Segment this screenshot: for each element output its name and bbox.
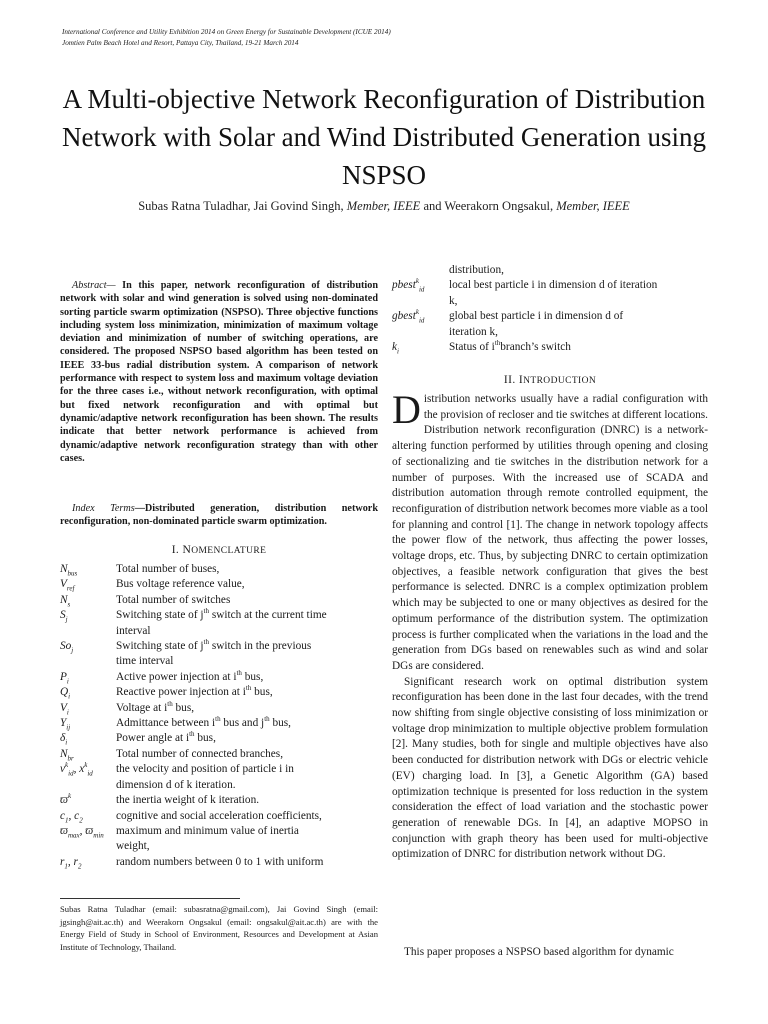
symbol-subscript: id: [418, 316, 425, 325]
footnote-divider: [60, 898, 240, 899]
nomenclature-symbol: [60, 701, 116, 716]
symbol-subscript: id: [87, 769, 93, 778]
paper-title: A Multi-objective Network Reconfiguration of Distribution Network with Solar and Wind Distributed Generation using NSPSO: [61, 84, 707, 190]
index-terms-text: —Distributed generation, distribution network reconfiguration, non-dominated particle swarm optimization.: [60, 503, 378, 528]
paragraph: [392, 387, 708, 675]
nomenclature-definition: [116, 809, 378, 824]
symbol-base: , r: [67, 855, 78, 868]
definition-superscript: th: [203, 638, 209, 647]
symbol-superscript: k: [84, 761, 88, 770]
nomenclature-heading: [60, 544, 378, 556]
definition-text: Bus voltage reference value,: [116, 578, 245, 591]
nomenclature-symbol: [60, 639, 116, 654]
nomenclature-symbol: [60, 593, 116, 608]
symbol-subscript: br: [67, 754, 74, 763]
nomenclature-continuation: dimension d of k iteration.: [116, 778, 236, 791]
definition-text: Switching state of j: [116, 640, 204, 653]
nomenclature-row: [60, 824, 378, 839]
nomenclature-row: [60, 809, 378, 824]
symbol-subscript: s: [67, 600, 71, 609]
conference-line-2: Jomtien Palm Beach Hotel and Resort, Pattaya City, Thailand, 19-21 March 2014: [62, 39, 299, 47]
symbol-base: c: [60, 809, 66, 822]
symbol-base: Q: [60, 686, 69, 699]
definition-text: bus,: [269, 717, 291, 730]
symbol-subscript: i: [66, 707, 69, 716]
nomenclature-symbol: [60, 824, 116, 839]
definition-superscript: th: [264, 715, 270, 724]
nomenclature-definition: [116, 855, 378, 870]
nomenclature-symbol: [60, 577, 116, 592]
definition-superscript: th: [494, 339, 501, 348]
nomenclature-symbol: [60, 809, 116, 824]
symbol-subscript: i: [68, 692, 71, 701]
author-footnote: Subas Ratna Tuladhar (email: subasratna@gmail.com), Jai Govind Singh (email: jgsingh@ait.ac.th) and Weerakorn Ongsakul (email: ongsakul@ait.ac.th) are with the Energy Field of Study in School of Environment, Resources and Development at Asian Institute of Technology, Thailand.: [60, 904, 378, 952]
nomenclature-definition: [116, 747, 378, 762]
nomenclature-row: [60, 593, 378, 608]
nomenclature-continuation: k,: [449, 294, 458, 307]
nomenclature-definition: [116, 577, 378, 592]
definition-text: switch in the previous: [209, 640, 312, 653]
nomenclature-row: [60, 577, 378, 592]
nomenclature-definition: [449, 309, 708, 324]
symbol-subscript: i: [66, 677, 69, 686]
definition-text: Status of i: [449, 341, 495, 354]
section-number: I.: [171, 544, 183, 556]
symbol-base: ϖ: [60, 794, 68, 807]
symbol-superscript: k: [415, 308, 419, 317]
nomenclature-row: [60, 716, 378, 731]
symbol-base: v: [60, 763, 66, 776]
definition-text: bus,: [251, 686, 273, 699]
symbol-base: δ: [60, 732, 66, 745]
nomenclature-row: [60, 670, 378, 685]
nomenclature-definition: [116, 562, 378, 577]
nomenclature-symbol: [60, 716, 116, 731]
nomenclature-row: [60, 747, 378, 762]
definition-superscript: th: [245, 684, 252, 693]
section-rest: OMENCLATURE: [191, 546, 267, 556]
nomenclature-symbol: [60, 608, 116, 623]
symbol-subscript: bus: [67, 569, 78, 578]
nomenclature-definition: [449, 340, 708, 355]
definition-text: branch’s switch: [500, 341, 571, 354]
nomenclature-row: [60, 731, 378, 746]
symbol-subscript: 2: [77, 861, 82, 870]
symbol-base: pbest: [392, 279, 416, 292]
conference-header: [62, 26, 722, 50]
introduction-heading: [392, 374, 708, 386]
symbol-subscript: 1: [64, 861, 68, 870]
nomenclature-list-continued: [392, 263, 708, 355]
nomenclature-symbol: [60, 855, 116, 870]
nomenclature-symbol: [392, 309, 449, 324]
definition-text: the velocity and position of particle i in: [116, 763, 294, 776]
symbol-base: N: [60, 747, 68, 760]
symbol-base: V: [60, 701, 67, 714]
nomenclature-definition: [116, 608, 378, 623]
conference-line-1: International Conference and Utility Exhibition 2014 on Green Energy for Sustainable Development (ICUE 2014): [62, 28, 391, 36]
abstract-text: In this paper, network reconfiguration of distribution network with solar and wind generation is solved using non-dominated sorting particle swarm optimization (NSPSO). Three objective functions including system loss minimization, minimization of maximum voltage deviation and minimization of number of switching operations, are considered. The proposed NSPSO based algorithm has been tested on IEEE 33-bus radial distribution system. A comparison of network performance with respect to system loss and maximum voltage deviation for the three cases i.e., without network reconfiguration, with optimal but fixed network reconfiguration and with optimal but dynamic/adaptive network reconfiguration has been shown. The results indicate that better network performance is achieved from dynamic/adaptive network reconfiguration strategy than with other cases.: [60, 280, 378, 464]
abstract: [60, 279, 378, 465]
drop-cap: D: [392, 387, 421, 432]
definition-text: switch at the current time: [209, 609, 327, 622]
symbol-subscript: j: [65, 615, 68, 624]
symbol-subscript: 1: [65, 815, 69, 824]
nomenclature-row: [60, 685, 378, 700]
symbol-base: S: [60, 609, 66, 622]
symbol-subscript: max: [67, 831, 80, 840]
symbol-base: N: [60, 563, 68, 575]
nomenclature-definition: [449, 278, 708, 293]
definition-text: bus,: [172, 701, 195, 714]
nomenclature-definition: [116, 824, 378, 839]
symbol-subscript: 2: [79, 815, 83, 824]
definition-text: bus and j: [220, 717, 265, 730]
definition-superscript: th: [189, 730, 195, 739]
nomenclature-symbol: [60, 670, 116, 685]
definition-text: Total number of buses,: [116, 563, 220, 575]
nomenclature-symbol: [60, 685, 116, 700]
definition-text: maximum and minimum value of inertia: [116, 824, 299, 837]
nomenclature-definition: [116, 762, 378, 777]
definition-text: Power angle at i: [116, 732, 190, 745]
membership-2: Member, IEEE: [556, 199, 630, 213]
symbol-base: P: [60, 670, 67, 683]
definition-text: Switching state of j: [116, 609, 204, 622]
definition-text: Total number of connected branches,: [116, 747, 284, 760]
nomenclature-row: [60, 855, 378, 870]
nomenclature-row: [60, 608, 378, 623]
definition-superscript: th: [236, 669, 242, 678]
definition-text: cognitive and social acceleration coefficients,: [116, 809, 322, 822]
nomenclature-definition: [116, 716, 378, 731]
nomenclature-symbol: [392, 278, 449, 293]
symbol-base: r: [60, 855, 65, 868]
symbol-subscript: j: [71, 646, 74, 655]
symbol-base: So: [60, 640, 72, 653]
nomenclature-continuation: distribution,: [449, 264, 504, 276]
definition-text: Reactive power injection at i: [116, 686, 246, 699]
definition-superscript: th: [167, 699, 173, 708]
definition-text: local best particle i in dimension d of iteration: [449, 279, 658, 292]
definition-text: bus,: [194, 732, 216, 745]
nomenclature-row: [60, 701, 378, 716]
nomenclature-row: [60, 562, 378, 577]
symbol-base: , c: [68, 809, 80, 822]
nomenclature-definition: [116, 701, 378, 716]
paragraph: This paper proposes a NSPSO based algorithm for dynamic: [404, 946, 674, 958]
section-number: II.: [503, 374, 519, 386]
nomenclature-row: [392, 309, 708, 324]
nomenclature-definition: [116, 593, 378, 608]
symbol-subscript: id: [418, 285, 425, 294]
definition-text: Admittance between i: [116, 717, 216, 730]
symbol-subscript: ref: [66, 584, 75, 593]
nomenclature-continuation: time interval: [116, 655, 174, 668]
symbol-base: , x: [73, 763, 85, 776]
nomenclature-symbol: [60, 731, 116, 746]
symbol-base: k: [392, 341, 398, 354]
nomenclature-row: [392, 340, 708, 355]
index-terms-lead: Index Terms: [72, 503, 135, 514]
nomenclature-row: [60, 639, 378, 654]
definition-superscript: th: [215, 715, 221, 724]
nomenclature-definition: [116, 685, 378, 700]
section-initial: I: [518, 374, 524, 386]
definition-text: Voltage at i: [116, 701, 168, 714]
author-line: [40, 199, 728, 214]
nomenclature-row: [60, 793, 378, 808]
nomenclature-continuation: weight,: [116, 840, 150, 853]
nomenclature-symbol: [60, 793, 116, 808]
definition-text: bus,: [241, 670, 264, 683]
symbol-subscript: id: [68, 769, 74, 778]
section-initial: N: [182, 544, 192, 556]
nomenclature-definition: [116, 731, 378, 746]
abstract-lead: Abstract—: [72, 280, 116, 291]
symbol-superscript: k: [415, 277, 419, 286]
symbol-base: N: [60, 593, 68, 606]
symbol-superscript: k: [65, 761, 69, 770]
nomenclature-symbol: [60, 747, 116, 762]
symbol-subscript: min: [93, 831, 104, 840]
nomenclature-list: [60, 562, 378, 870]
definition-text: global best particle i in dimension d of: [449, 310, 624, 323]
introduction-body: [392, 387, 708, 863]
nomenclature-symbol: [60, 762, 116, 777]
symbol-subscript: ij: [66, 723, 71, 732]
definition-superscript: th: [203, 607, 209, 616]
nomenclature-continuation: interval: [116, 624, 151, 637]
symbol-subscript: i: [397, 347, 399, 356]
nomenclature-row: [392, 278, 708, 293]
nomenclature-symbol: [392, 340, 449, 355]
paragraph: Significant research work on optimal distribution system reconfiguration has been done in the last four decades, with the trend now shifting from single objective consisting of loss minimization or voltage drop minimization to multiple objective problem formulation [2]. Many studies, both for single and multiple objectives have also been conducted for distribution network with DGs or electric vehicle (EV) charging load. In [3], a Genetic Algorithm (GA) based optimization technique is presented for loss reduction in the system consideration the effect of load variation and the stochastic power generation of renewable DGs. In [4], an adaptive MOPSO in conjunction with graph theory has been used for multi-objective optimization of DNRC for distribution network without DG.: [392, 675, 708, 861]
definition-text: Active power injection at i: [116, 670, 237, 683]
definition-text: Total number of switches: [116, 593, 231, 606]
symbol-base: Y: [60, 717, 67, 730]
definition-text: random numbers between 0 to 1 with uniform: [116, 855, 324, 868]
paragraph-text: istribution networks usually have a radial configuration with the provision of recloser and tie switches at different locations. Distribution network reconfiguration (DNRC) is a network-altering function performed by utilities through opening and closing of sectionalizing and tie switches in the distribution network for a number of purposes. With the increased use of SCADA and distribution automation through remote controlled equipment, the reconfiguration of distribution network becomes more viable as a tool for planning and control [1]. The change in network topology affects the power flow of the network, thus affecting the power losses, voltage drops, etc. Thus, by subjecting DNRC to certain optimization objectives, a feasible network configuration that gives the best performance is selected. DNRC is a complex optimization problem which may be subjected to one or many objectives as desired for the optimum performance of the distribution system. The optimization process is further complicated when the variations in the load and the generation from DGs based on renewables such as wind and solar DGs are considered.: [392, 393, 708, 672]
index-terms: [60, 502, 378, 529]
nomenclature-definition: [116, 670, 378, 685]
nomenclature-definition: [116, 639, 378, 654]
section-rest: NTRODUCTION: [523, 376, 597, 386]
symbol-base: V: [60, 578, 67, 591]
nomenclature-continuation: iteration k,: [449, 325, 498, 338]
authors-part-2: and Weerakorn Ongsakul,: [420, 199, 557, 213]
nomenclature-definition: [116, 793, 378, 808]
authors-part-1: Subas Ratna Tuladhar, Jai Govind Singh,: [138, 199, 347, 213]
symbol-base: gbest: [392, 310, 416, 323]
symbol-base: , ϖ: [79, 824, 94, 837]
nomenclature-row: [60, 762, 378, 777]
definition-text: the inertia weight of k iteration.: [116, 794, 260, 807]
symbol-superscript: k: [67, 792, 72, 801]
membership-1: Member, IEEE: [346, 199, 421, 213]
nomenclature-symbol: [60, 562, 116, 577]
symbol-base: ϖ: [60, 824, 68, 837]
symbol-subscript: i: [65, 738, 68, 747]
